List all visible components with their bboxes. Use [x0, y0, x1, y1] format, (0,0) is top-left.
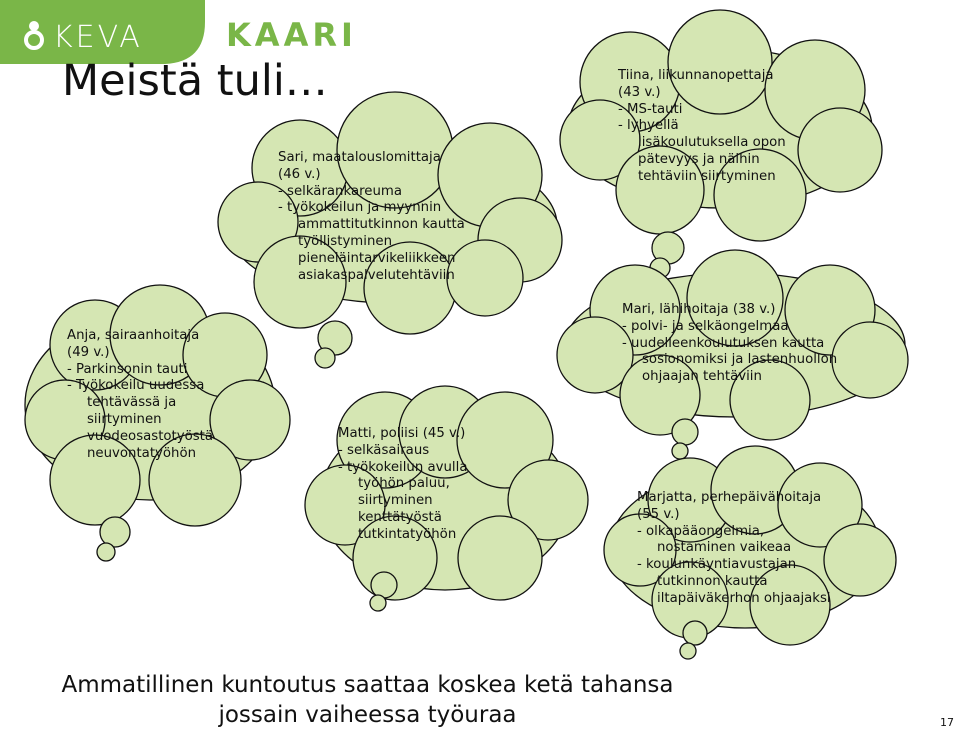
cloud-line: pätevyys ja näihin [638, 151, 760, 167]
cloud-line: (46 v.) [278, 166, 321, 182]
cloud-text-matti [338, 426, 467, 544]
cloud-line: pieneläintarvikeliikkeen [298, 250, 456, 266]
cloud-line: - työkokeilun avulla [338, 459, 468, 475]
cloud-line: (43 v.) [618, 84, 661, 100]
cloud-line: kenttätyöstä [358, 509, 442, 525]
cloud-line: tutkintatyöhön [358, 526, 457, 542]
kaari-logo-text: KAARI [226, 16, 357, 54]
cloud-line: vuodeosastotyöstä [87, 428, 214, 444]
cloud-line: työhön paluu, [358, 476, 450, 492]
cloud-line: - polvi- ja selkäongelmaa [622, 318, 789, 334]
keva-logo-text: KEVA [53, 20, 143, 55]
cloud-line: Mari, lähihoitaja (38 v.) [622, 302, 776, 317]
cloud-line: - koulunkäyntiavustajan [637, 557, 797, 573]
cloud-line: siirtyminen [358, 493, 433, 509]
cloud-line: Tiina, liikunnanopettaja [618, 68, 774, 83]
cloud-line: iltapäiväkerhon ohjaajaksi [657, 590, 831, 606]
cloud-line: - selkäsairaus [338, 442, 430, 458]
cloud-line: neuvontatyöhön [87, 445, 197, 461]
cloud-line: - uudelleenkoulutuksen kautta [622, 335, 825, 351]
cloud-line: Matti, poliisi (45 v.) [338, 426, 466, 441]
cloud-text-anja [67, 328, 213, 462]
cloud-line: - Parkinsonin tauti [67, 361, 188, 377]
cloud-line: tehtävässä ja [87, 395, 177, 411]
slide-title: Meistä tuli… [62, 56, 328, 106]
cloud-text-marjatta [637, 490, 831, 608]
cloud-line: nostaminen vaikeaa [657, 540, 792, 556]
cloud-line: Sari, maatalouslomittaja [278, 150, 441, 165]
bottom-caption [0, 670, 735, 730]
cloud-line: asiakaspalvelutehtäviin [298, 267, 455, 283]
cloud-line: - selkärankareuma [278, 183, 402, 199]
cloud-line: siirtyminen [87, 411, 162, 427]
cloud-text-sari [278, 150, 465, 284]
cloud-line: ohjaajan tehtäviin [642, 369, 762, 385]
cloud-line: - Työkokeilu uudessa [67, 378, 205, 394]
page-number: 17 [940, 716, 954, 729]
cloud-line: lisäkoulutuksella opon [638, 135, 786, 151]
cloud-text-mari [622, 302, 837, 386]
cloud-line: sosionomiksi ja lastenhuollon [642, 352, 838, 368]
cloud-line: tutkinnon kautta [657, 573, 768, 589]
cloud-line: - työkokeilun ja myynnin [278, 200, 442, 216]
cloud-line: Anja, sairaanhoitaja [67, 328, 200, 343]
cloud-line: - lyhyellä [618, 118, 679, 134]
cloud-line: - olkapääongelmia, [637, 523, 765, 539]
cloud-line: - MS-tauti [618, 101, 683, 117]
cloud-text-tiina [618, 68, 786, 186]
cloud-line: (55 v.) [637, 506, 680, 522]
cloud-line: (49 v.) [67, 344, 110, 360]
bottom-line-2: jossain vaiheessa työuraa [218, 702, 517, 728]
cloud-line: työllistyminen [298, 233, 392, 249]
bottom-line-1: Ammatillinen kuntoutus saattaa koskea ketä tahansa [61, 672, 674, 698]
cloud-line: ammattitutkinnon kautta [298, 217, 465, 233]
cloud-line: Marjatta, perhepäivähoitaja [637, 490, 822, 505]
cloud-line: tehtäviin siirtyminen [638, 168, 776, 184]
